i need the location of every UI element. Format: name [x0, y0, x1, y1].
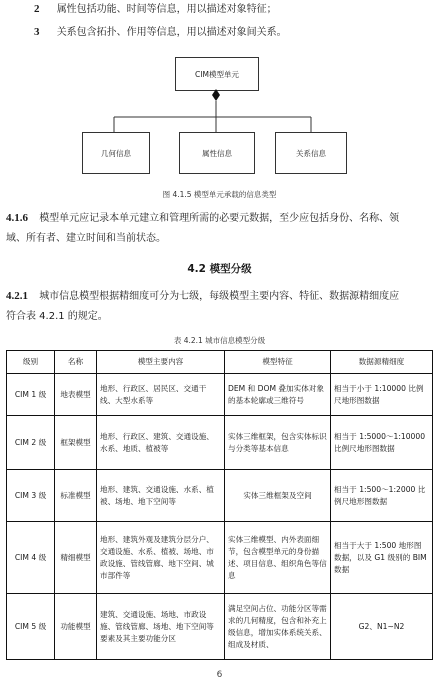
clause-number: 4.2.1 [6, 290, 28, 302]
table-row [7, 522, 433, 594]
cell-source: 相当于 1:5000～1:10000 比例尺地形图数据 [331, 416, 433, 470]
clause-4-2-1 [6, 286, 436, 327]
cell-source: 相当于小于 1:10000 比例尺地形图数据 [331, 374, 433, 416]
list-text: 属性包括功能、时间等信息，用以描述对象特征； [56, 4, 277, 15]
table-row [7, 470, 433, 522]
table-header-row [7, 351, 433, 374]
table-caption: 表 4.2.1 城市信息模型分级 [173, 336, 266, 345]
table-row [7, 374, 433, 416]
list-number: 3 [34, 26, 40, 38]
page-number: 6 [216, 670, 223, 680]
cell-level: CIM 2 级 [7, 416, 55, 470]
cell-level: CIM 1 级 [7, 374, 55, 416]
diagram-node-relation: 关系信息 [275, 132, 347, 174]
cell-content: 地形、行政区、居民区、交通干线、大型水系等 [97, 374, 225, 416]
list-text: 关系包含拓扑、作用等信息，用以描述对象间关系。 [56, 27, 287, 38]
diagram-node-geometry: 几何信息 [82, 132, 150, 174]
section-title: 4.2 模型分级 [187, 263, 252, 275]
cell-feature: 实体三维框架及空间 [225, 470, 331, 522]
cell-name: 标准模型 [55, 470, 97, 522]
cell-content: 地形、建筑外观及建筑分层分户、交通设施、水系、植被、场地、市政设施、管线管廊、地下空间、城市部件等 [97, 522, 225, 594]
header-level: 级别 [7, 351, 55, 374]
cell-feature: 满足空间占位、功能分区等需求的几何精度，包含和补充上级信息，增加实体系统关系、组成及材质、 [225, 594, 331, 660]
cell-source: 相当于大于 1:500 地形图数据，以及 G1 级别的 BIM 数据 [331, 522, 433, 594]
figure-caption: 图 4.1.5 模型单元承载的信息类型 [162, 190, 277, 199]
cim-level-table [6, 350, 433, 660]
cell-name: 功能模型 [55, 594, 97, 660]
clause-text-line1: 模型单元应记录本单元建立和管理所需的必要元数据，至少应包括身份、名称、领 [39, 213, 400, 224]
aggregation-diamond [212, 89, 220, 101]
header-source: 数据源精细度 [331, 351, 433, 374]
cell-level: CIM 4 级 [7, 522, 55, 594]
diagram-root-node: CIM模型单元 [175, 57, 259, 91]
cell-feature: 实体三维框架，包含实体标识与分类等基本信息 [225, 416, 331, 470]
header-feature: 模型特征 [225, 351, 331, 374]
list-number: 2 [34, 3, 40, 15]
cell-name: 框架模型 [55, 416, 97, 470]
clause-text-line2: 域、所有者、建立时间和当前状态。 [6, 233, 166, 244]
cell-content: 建筑、交通设施、场地、市政设施、管线管廊、场地、地下空间等要素及其主要功能分区 [97, 594, 225, 660]
cell-feature: 实体三维模型、内外表面细节，包含模型单元的身份描述、项目信息、组织角色等信息 [225, 522, 331, 594]
table-row [7, 416, 433, 470]
cell-name: 精细模型 [55, 522, 97, 594]
diagram-node-attribute: 属性信息 [179, 132, 255, 174]
clause-4-1-6 [6, 208, 436, 249]
cell-content: 地形、建筑、交通设施、水系、植被、场地、地下空间等 [97, 470, 225, 522]
header-content: 模型主要内容 [97, 351, 225, 374]
cell-source: 相当于 1:500～1:2000 比例尺地形图数据 [331, 470, 433, 522]
cell-feature: DEM 和 DOM 叠加实体对象的基本轮廓或三维符号 [225, 374, 331, 416]
cell-name: 地表模型 [55, 374, 97, 416]
table-row [7, 594, 433, 660]
cell-level: CIM 3 级 [7, 470, 55, 522]
cell-content: 地形、行政区、建筑、交通设施、水系、地质、植被等 [97, 416, 225, 470]
cell-level: CIM 5 级 [7, 594, 55, 660]
clause-number: 4.1.6 [6, 212, 28, 224]
header-name: 名称 [55, 351, 97, 374]
clause-text-line2: 符合表 4.2.1 的规定。 [6, 311, 108, 322]
cell-source: G2、N1~N2 [331, 594, 433, 660]
clause-text-line1: 城市信息模型根据精细度可分为七级，每级模型主要内容、特征、数据源精细度应 [39, 291, 400, 302]
